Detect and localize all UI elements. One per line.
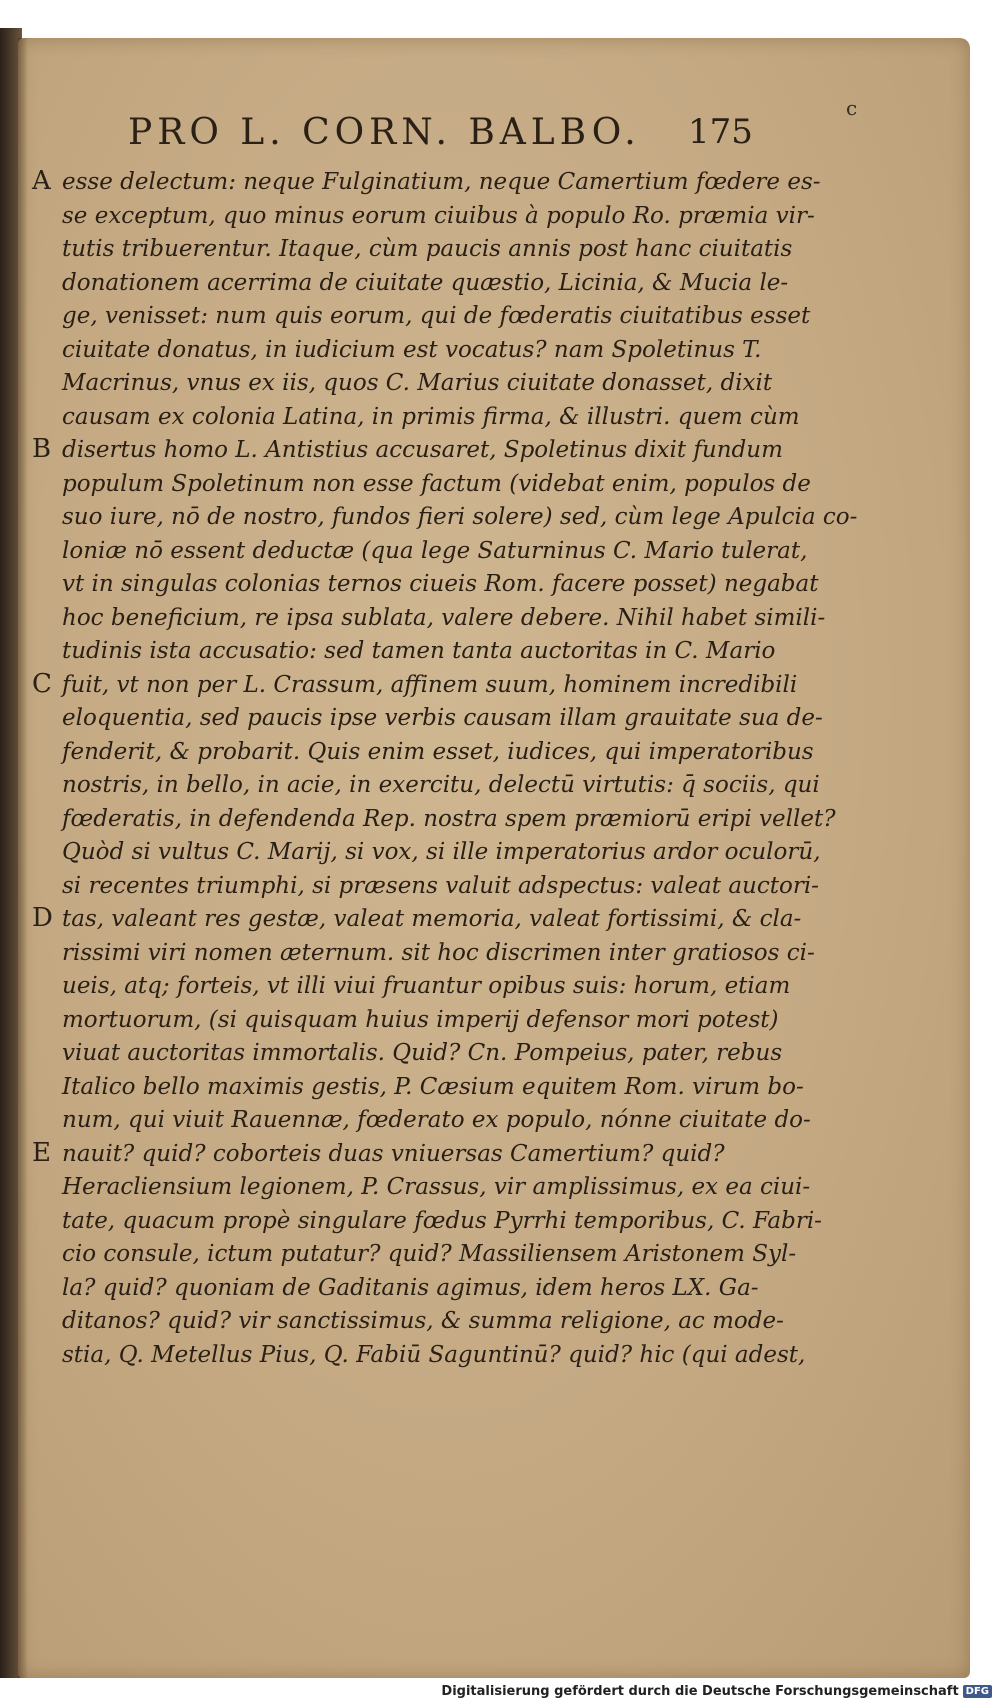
text-line: se exceptum, quo minus eorum ciuibus à populo Ro. præmia vir- [62, 202, 815, 229]
text-line: Italico bello maximis gestis, P. Cæsium equitem Rom. virum bo- [62, 1073, 804, 1100]
text-line: fenderit, & probarit. Quis enim esset, iudices, qui imperatoribus [62, 738, 814, 765]
text-line: populum Spoletinum non esse factum (videbat enim, populos de [62, 470, 811, 497]
text-line: mortuorum, (si quisquam huius imperij defensor mori potest) [62, 1006, 779, 1033]
text-line: nostris, in bello, in acie, in exercitu, delectū virtutis: q̄ sociis, qui [62, 772, 820, 798]
running-head: PRO L. CORN. BALBO. [128, 112, 641, 153]
body-text [62, 166, 858, 1372]
text-line: la? quid? quoniam de Gaditanis agimus, idem heros LX. Ga- [62, 1274, 759, 1301]
footer-credit [441, 1684, 992, 1699]
text-line: rissimi viri nomen æternum. sit hoc discrimen inter gratiosos ci- [62, 939, 815, 966]
margin-letter: B [32, 434, 52, 464]
text-line: ditanos? quid? vir sanctissimus, & summa religione, ac mode- [62, 1308, 784, 1334]
margin-letter: A [32, 166, 51, 196]
margin-letter: E [32, 1137, 51, 1168]
text-line: disertus homo L. Antistius accusaret, Spoletinus dixit fundum [62, 437, 783, 463]
text-line: nauit? quid? coborteis duas vniuersas Camertium? quid? [62, 1140, 725, 1167]
text-line: donationem acerrima de ciuitate quæstio, Licinia, & Mucia le- [62, 269, 789, 296]
text-line: loniæ nō essent deductæ (qua lege Saturninus C. Mario tulerat, [62, 537, 808, 564]
text-line: causam ex colonia Latina, in primis firma, & illustri. quem cùm [62, 403, 800, 430]
text-line: Heracliensium legionem, P. Crassus, vir amplissimus, ex ea ciui- [62, 1174, 811, 1200]
text-line: ciuitate donatus, in iudicium est vocatus? nam Spoletinus T. [62, 336, 762, 363]
margin-letter: D [32, 903, 53, 933]
text-line: Macrinus, vnus ex iis, quos C. Marius ciuitate donasset, dixit [62, 370, 773, 396]
footer-text: Digitalisierung gefördert durch die Deutsche Forschungsgemeinschaft [441, 1684, 959, 1699]
text-line: hoc beneficium, re ipsa sublata, valere debere. Nihil habet simili- [62, 604, 826, 631]
text-line: fuit, vt non per L. Crassum, affinem suum, hominem incredibili [62, 671, 798, 698]
margin-letter: C [32, 668, 52, 699]
page-number: 175 [688, 112, 753, 152]
text-line: stia, Q. Metellus Pius, Q. Fabiū Saguntinū? quid? hic (qui adest, [62, 1341, 806, 1368]
corner-mark: c [846, 96, 858, 120]
text-line: suo iure, nō de nostro, fundos fieri solere) sed, cùm lege Apulcia co- [62, 504, 858, 530]
text-line: ge, venisset: num quis eorum, qui de fœderatis ciuitatibus esset [62, 303, 811, 329]
text-line: tas, valeant res gestæ, valeat memoria, valeat fortissimi, & cla- [62, 906, 802, 932]
text-line: tudinis ista accusatio: sed tamen tanta auctoritas in C. Mario [62, 638, 776, 664]
text-line: Quòd si vultus C. Marij, si vox, si ille imperatorius ardor oculorū, [62, 839, 821, 865]
text-line: tutis tribuerentur. Itaque, cùm paucis annis post hanc ciuitatis [62, 236, 793, 262]
text-line: num, qui viuit Rauennæ, fœderato ex populo, nónne ciuitate do- [62, 1107, 811, 1133]
dfg-logo: DFG [963, 1685, 992, 1698]
text-line: eloquentia, sed paucis ipse verbis causam illam grauitate sua de- [62, 705, 823, 731]
text-line: tate, quacum propè singulare fœdus Pyrrhi temporibus, C. Fabri- [62, 1207, 822, 1234]
text-line: cio consule, ictum putatur? quid? Massiliensem Aristonem Syl- [62, 1241, 797, 1267]
text-line: vt in singulas colonias ternos ciueis Rom. facere posset) negabat [62, 571, 819, 597]
text-line: fœderatis, in defendenda Rep. nostra spem præmiorū eripi vellet? [62, 805, 836, 832]
text-line: si recentes triumphi, si præsens valuit adspectus: valeat auctori- [62, 872, 819, 899]
text-line: ueis, atq; forteis, vt illi viui fruantur opibus suis: horum, etiam [62, 973, 791, 999]
text-line: viuat auctoritas immortalis. Quid? Cn. Pompeius, pater, rebus [62, 1040, 783, 1066]
text-line: esse delectum: neque Fulginatium, neque Camertium fœdere es- [62, 169, 821, 195]
page-gutter-shadow [18, 38, 28, 1678]
